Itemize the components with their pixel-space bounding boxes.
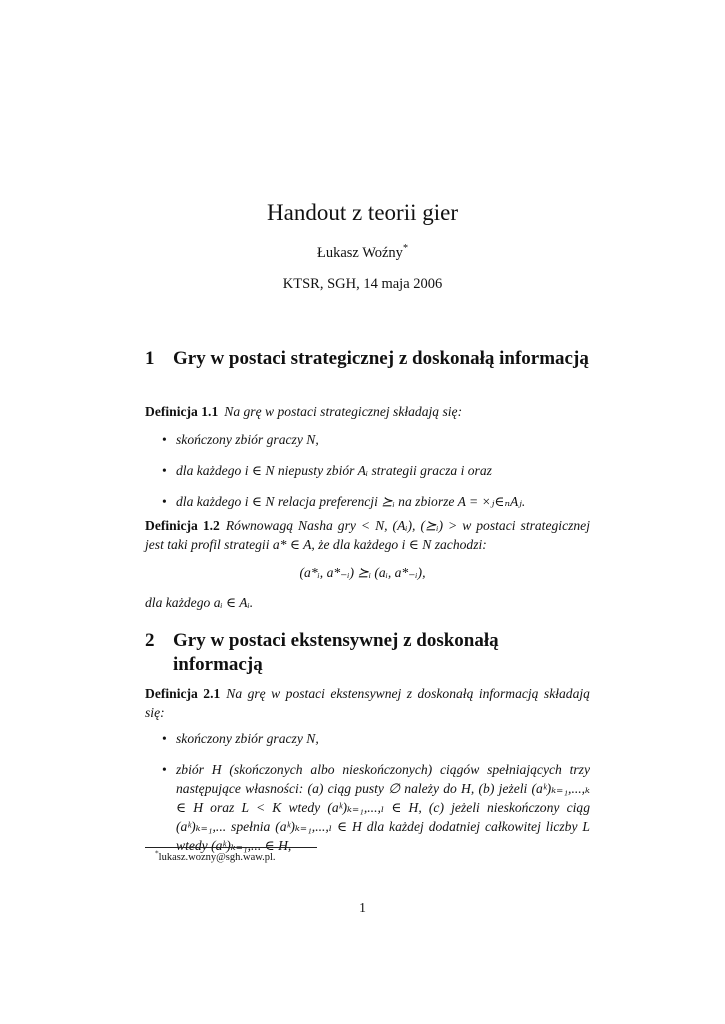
list-item: • skończony zbiór graczy N, [162,731,319,746]
definition-1-1-text: Na grę w postaci strategicznej składają się: [224,404,463,419]
bullet-icon: • [162,762,167,777]
section-1-number: 1 [145,348,155,369]
bullet-icon: • [162,463,167,478]
definition-1-2 [145,516,590,554]
list-item: • zbiór H (skończonych albo nieskończonych) ciągów spełniających trzy następujące własności: (a) ciąg pusty ∅ należy do H, (b) jeżeli (aᵏ)ₖ₌₁,...,ₖ ∈ H oraz L < K wtedy (aᵏ)ₖ₌₁,...,ₗ ∈ H, (c) jeżeli nieskończony ciąg (aᵏ)ₖ₌₁,... spełnia (aᵏ)ₖ₌₁,...,ₗ ∈ H dla każdej dodatniej całkowitej liczby L wtedy (aᵏ)ₖ₌₁,... ∈ H, [162,762,590,853]
definition-2-1 [145,684,590,722]
definition-1-2-after: dla każdego aᵢ ∈ Aᵢ. [145,595,254,610]
author-name: Łukasz Woźny [316,245,403,261]
date-line: KTSR, SGH, 14 maja 2006 [282,276,443,292]
section-2-number: 2 [145,630,155,651]
bullet-icon: • [162,494,167,509]
definition-1-1-label: Definicja 1.1 [145,404,219,419]
definition-1-1-list [145,430,590,511]
list-item: • skończony zbiór graczy N, [162,432,319,447]
definition-2-1-label: Definicja 2.1 [145,686,221,701]
author-line [0,243,725,263]
definition-2-1-list [145,729,590,855]
definition-2-1-text: Na grę w postaci ekstensywnej z doskonałą informacją składają się: [145,686,590,720]
section-1-title: Gry w postaci strategicznej z doskonałą informacją [173,348,589,369]
footnote-rule [145,847,317,848]
list-item: • dla każdego i ∈ N niepusty zbiór Aᵢ strategii gracza i oraz [162,463,492,478]
definition-1-2-text: Równowagą Nasha gry < N, (Aᵢ), (⪰ᵢ) > w postaci strategicznej jest taki profil strategii a* ∈ A, że dla każdego i ∈ N zachodzi: [145,518,590,552]
bullet-icon: • [162,432,167,447]
definition-1-2-label: Definicja 1.2 [145,518,220,533]
footnote [155,848,276,865]
section-2-heading [145,629,590,677]
section-2-title: Gry w postaci ekstensywnej z doskonałą informacją [173,630,499,675]
list-item: • dla każdego i ∈ N relacja preferencji ⪰ᵢ na zbiorze A = ×ⱼ∈ₙAⱼ. [162,494,526,509]
footnote-email: lukasz.wozny@sgh.waw.pl. [158,852,276,863]
bullet-icon: • [162,731,167,746]
author-footnote-mark: * [402,243,408,255]
page-number: 1 [359,900,366,915]
section-1-heading [145,347,590,371]
document-title: Handout z teorii gier [267,200,458,225]
footnote-mark: * [155,848,159,858]
definition-1-1 [145,402,590,421]
nash-equilibrium-equation: (a*ᵢ, a*₋ᵢ) ⪰ᵢ (aᵢ, a*₋ᵢ), [299,565,426,580]
